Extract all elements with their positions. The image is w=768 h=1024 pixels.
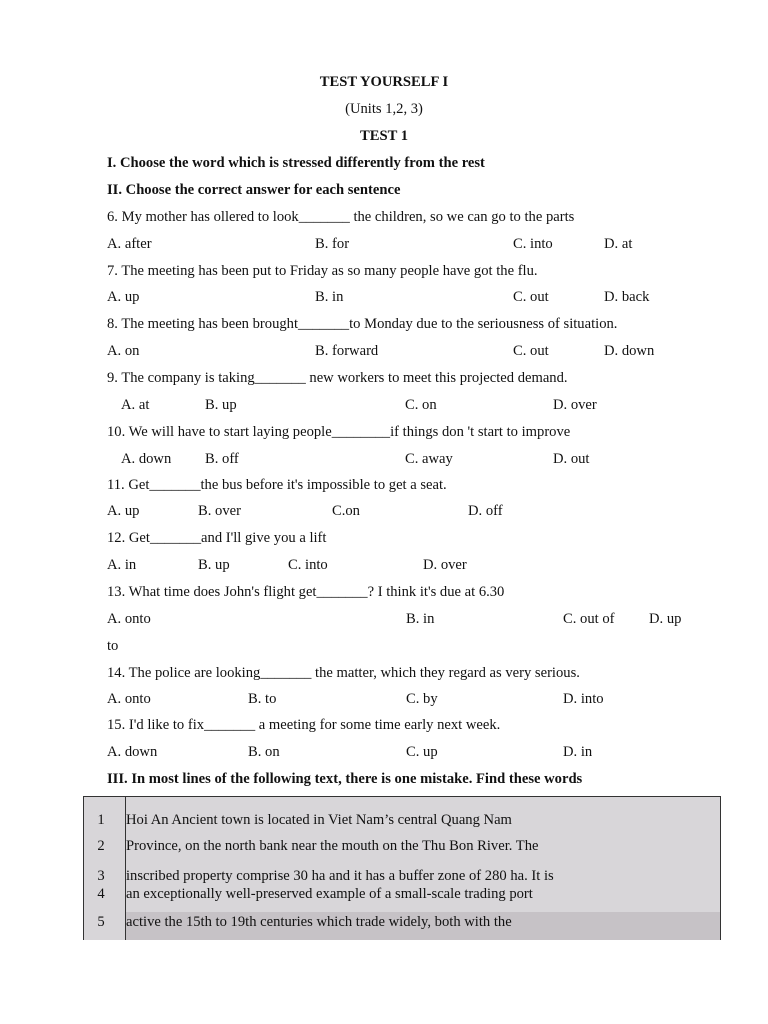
line-number: 4 [97,886,105,902]
option-a[interactable]: A. on [107,343,140,359]
option-a[interactable]: A. up [107,289,140,305]
section-2-heading: II. Choose the correct answer for each sentence [107,182,401,198]
option-b[interactable]: B. in [315,289,344,305]
option-d[interactable]: D. out [553,451,590,467]
line-number: 5 [97,914,105,930]
question-8: 8. The meeting has been brought_______to Monday due to the seriousness of situation. [107,316,618,332]
line-text: active the 15th to 19th centuries which trade widely, both with the [126,914,512,930]
question-15: 15. I'd like to fix_______ a meeting for some time early next week. [107,717,501,733]
option-b[interactable]: B. over [198,503,241,519]
option-d[interactable]: D. back [604,289,650,305]
units-subtitle: (Units 1,2, 3) [345,101,423,117]
option-d[interactable]: D. up [649,611,682,627]
option-c[interactable]: C. out of [563,611,615,627]
option-d[interactable]: D. down [604,343,655,359]
question-9: 9. The company is taking_______ new workers to meet this projected demand. [107,370,568,386]
option-c[interactable]: C. on [405,397,437,413]
text-lines-table [83,796,721,940]
option-b[interactable]: B. forward [315,343,379,359]
option-d[interactable]: D. at [604,236,633,252]
question-11: 11. Get_______the bus before it's impossible to get a seat. [107,477,447,493]
option-a[interactable]: A. down [121,451,172,467]
test-number: TEST 1 [360,128,408,144]
option-b[interactable]: B. up [198,557,230,573]
question-6: 6. My mother has ollered to look_______ the children, so we can go to the parts [107,209,575,225]
option-d[interactable]: D. over [423,557,467,573]
option-a[interactable]: A. down [107,744,158,760]
option-c[interactable]: C. out [513,343,549,359]
option-c[interactable]: C. into [288,557,328,573]
option-c[interactable]: C. by [406,691,438,707]
line-text: Province, on the north bank near the mouth on the Thu Bon River. The [126,838,539,854]
option-b[interactable]: B. up [205,397,237,413]
question-13: 13. What time does John's flight get_______? I think it's due at 6.30 [107,584,505,600]
test-title: TEST YOURSELF I [319,74,449,90]
question-14: 14. The police are looking_______ the matter, which they regard as very serious. [107,665,580,681]
option-b[interactable]: B. in [406,611,435,627]
line-number: 1 [97,812,105,828]
option-a[interactable]: A. after [107,236,152,252]
option-b[interactable]: B. on [248,744,280,760]
option-wrap-text: to [107,638,119,654]
section-1-heading: I. Choose the word which is stressed differently from the rest [107,155,485,171]
line-text: Hoi An Ancient town is located in Viet Nam’s central Quang Nam [126,812,512,828]
option-d[interactable]: D. in [563,744,593,760]
option-a[interactable]: A. onto [107,691,151,707]
option-a[interactable]: A. up [107,503,140,519]
line-text: an exceptionally well-preserved example of a small-scale trading port [126,886,533,902]
option-d[interactable]: D. into [563,691,604,707]
option-d[interactable]: D. over [553,397,597,413]
question-7: 7. The meeting has been put to Friday as so many people have got the flu. [107,263,538,279]
option-d[interactable]: D. off [468,503,503,519]
line-number: 2 [97,838,105,854]
option-a[interactable]: A. onto [107,611,151,627]
option-c[interactable]: C.on [332,503,360,519]
line-number: 3 [97,868,105,884]
option-c[interactable]: C. out [513,289,549,305]
option-c[interactable]: C. up [406,744,438,760]
option-c[interactable]: C. away [405,451,453,467]
option-c[interactable]: C. into [513,236,553,252]
section-3-heading: III. In most lines of the following text, there is one mistake. Find these words [107,771,583,787]
line-text: inscribed property comprise 30 ha and it has a buffer zone of 280 ha. It is [126,868,554,884]
option-b[interactable]: B. for [315,236,350,252]
option-b[interactable]: B. off [205,451,239,467]
option-a[interactable]: A. at [121,397,150,413]
question-10: 10. We will have to start laying people________if things don 't start to improve [107,424,571,440]
option-b[interactable]: B. to [248,691,277,707]
option-a[interactable]: A. in [107,557,137,573]
question-12: 12. Get_______and I'll give you a lift [107,530,327,546]
